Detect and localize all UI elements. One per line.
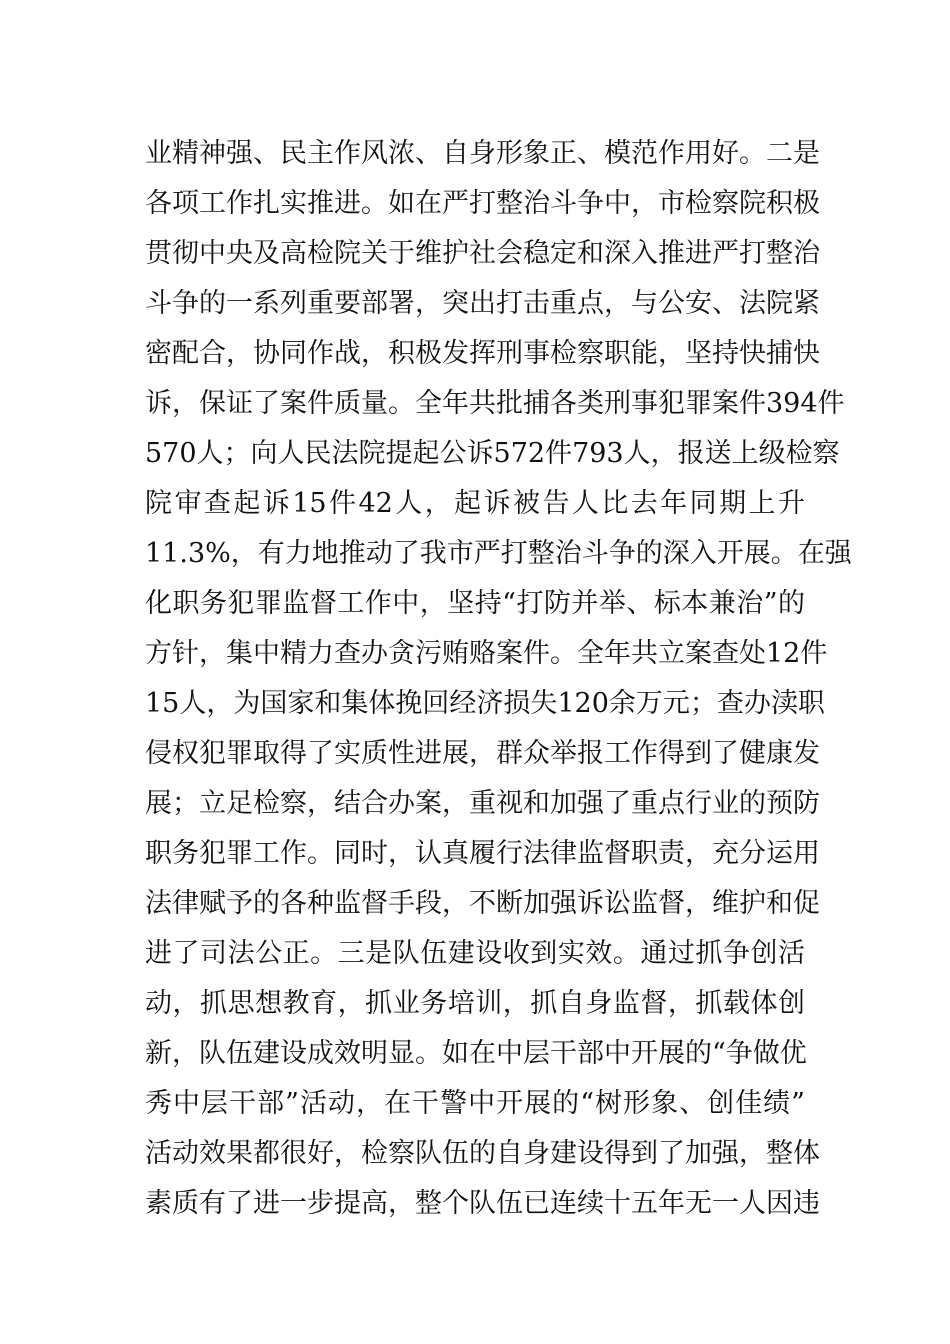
text-line: 进了司法公正。三是队伍建设收到实效。通过抓争创活	[145, 938, 805, 969]
text-line: 职务犯罪工作。同时，认真履行法律监督职责，充分运用	[145, 838, 820, 869]
text-line: 11.3%，有力地推动了我市严打整治斗争的深入开展。在强	[145, 538, 852, 569]
text-line: 动，抓思想教育，抓业务培训，抓自身监督，抓载体创	[145, 988, 805, 1019]
text-line: 斗争的一系列重要部署，突出打击重点，与公安、法院紧	[145, 288, 820, 319]
text-line: 展；立足检察，结合办案，重视和加强了重点行业的预防	[145, 788, 820, 819]
text-line: 业精神强、民主作风浓、自身形象正、模范作用好。二是	[145, 138, 820, 169]
text-line: 秀中层干部”活动，在干警中开展的“树形象、创佳绩”	[145, 1088, 805, 1119]
text-line: 化职务犯罪监督工作中，坚持“打防并举、标本兼治”的	[145, 588, 805, 619]
text-line: 方针，集中精力查办贪污贿赂案件。全年共立案查处12件	[145, 638, 828, 669]
text-line: 密配合，协同作战，积极发挥刑事检察职能，坚持快捕快	[145, 338, 820, 369]
text-line: 新，队伍建设成效明显。如在中层干部中开展的“争做优	[145, 1038, 807, 1069]
text-line: 15人，为国家和集体挽回经济损失120余万元；查办渎职	[145, 688, 825, 719]
text-line: 诉，保证了案件质量。全年共批捕各类刑事犯罪案件394件	[145, 388, 845, 419]
text-line: 各项工作扎实推进。如在严打整治斗争中，市检察院积极	[145, 188, 820, 219]
text-line: 570人；向人民法院提起公诉572件793人，报送上级检察	[145, 438, 840, 469]
text-line: 贯彻中央及高检院关于维护社会稳定和深入推进严打整治	[145, 238, 820, 269]
text-line: 侵权犯罪取得了实质性进展，群众举报工作得到了健康发	[145, 738, 820, 769]
text-line: 素质有了进一步提高，整个队伍已连续十五年无一人因违	[145, 1188, 820, 1219]
text-line: 法律赋予的各种监督手段，不断加强诉讼监督，维护和促	[145, 888, 820, 919]
text-line: 院审查起诉15件42人，起诉被告人比去年同期上升	[145, 488, 805, 519]
text-line: 活动效果都很好，检察队伍的自身建设得到了加强，整体	[145, 1138, 820, 1169]
